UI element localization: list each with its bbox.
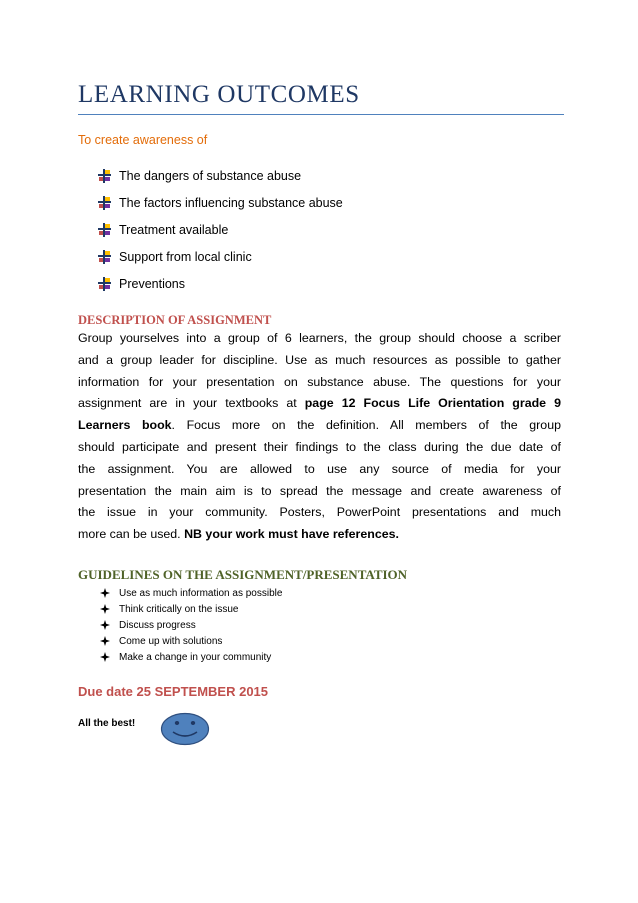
outcome-text: The factors influencing substance abuse bbox=[119, 195, 343, 210]
diamond-bullet-icon bbox=[100, 604, 110, 614]
guideline-text: Use as much information as possible bbox=[119, 587, 283, 599]
list-item bbox=[98, 243, 343, 270]
diamond-bullet-icon bbox=[100, 652, 110, 662]
page-title: LEARNING OUTCOMES bbox=[78, 80, 564, 115]
guidelines-list bbox=[100, 585, 282, 665]
paragraph-text: . Focus more on the definition. All members of the group bbox=[171, 418, 561, 433]
list-item bbox=[100, 617, 282, 633]
list-item bbox=[100, 649, 282, 665]
guideline-text: Make a change in your community bbox=[119, 651, 272, 663]
flag-bullet-icon bbox=[98, 223, 111, 237]
flag-bullet-icon bbox=[98, 169, 111, 183]
references-note: NB your work must have references. bbox=[184, 527, 399, 542]
smiley-icon bbox=[160, 712, 210, 746]
guideline-text: Discuss progress bbox=[119, 619, 196, 631]
outcome-text: Preventions bbox=[119, 276, 186, 291]
guideline-text: Come up with solutions bbox=[119, 635, 223, 647]
diamond-bullet-icon bbox=[100, 620, 110, 630]
paragraph-line: Group yourselves into a group of 6 learners, the group should choose a scriber bbox=[78, 331, 561, 345]
list-item bbox=[98, 189, 343, 216]
list-item bbox=[98, 162, 343, 189]
paragraph-line: information for your presentation on substance abuse. The questions for your bbox=[78, 374, 561, 389]
outcome-text: The dangers of substance abuse bbox=[119, 168, 302, 183]
list-item bbox=[98, 270, 343, 297]
textbook-reference-cont: Learners book bbox=[78, 418, 172, 433]
textbook-reference: page 12 Focus Life Orientation grade 9 bbox=[304, 396, 561, 411]
description-paragraph bbox=[78, 328, 561, 546]
description-heading: DESCRIPTION OF ASSIGNMENT bbox=[78, 313, 272, 327]
flag-bullet-icon bbox=[98, 250, 111, 264]
paragraph-line: should participate and present their findings to the class during the due date of bbox=[78, 439, 561, 454]
list-item bbox=[100, 601, 282, 617]
paragraph-text: assignment are in your textbooks at bbox=[78, 396, 297, 411]
outcome-text: Support from local clinic bbox=[119, 249, 252, 264]
due-date: Due date 25 SEPTEMBER 2015 bbox=[78, 684, 269, 699]
paragraph-line bbox=[78, 393, 561, 415]
list-item bbox=[98, 216, 343, 243]
paragraph-line bbox=[78, 415, 561, 437]
guideline-text: Think critically on the issue bbox=[119, 603, 239, 615]
outcomes-list bbox=[98, 162, 343, 297]
guidelines-heading: GUIDELINES ON THE ASSIGNMENT/PRESENTATION bbox=[78, 567, 408, 582]
closing-text: All the best! bbox=[78, 718, 136, 729]
list-item bbox=[100, 585, 282, 601]
paragraph-line: and a group leader for discipline. Use as much resources as possible to gather bbox=[78, 352, 561, 367]
outcome-text: Treatment available bbox=[119, 222, 229, 237]
flag-bullet-icon bbox=[98, 196, 111, 210]
paragraph-line bbox=[78, 524, 561, 546]
paragraph-line: the assignment. You are allowed to use any source of media for your bbox=[78, 461, 561, 476]
list-item bbox=[100, 633, 282, 649]
diamond-bullet-icon bbox=[100, 588, 110, 598]
paragraph-text: more can be used. bbox=[78, 527, 181, 542]
flag-bullet-icon bbox=[98, 277, 111, 291]
paragraph-line: presentation the main aim is to spread the message and create awareness of bbox=[78, 483, 561, 498]
outcomes-intro: To create awareness of bbox=[78, 133, 208, 147]
paragraph-line: the issue in your community. Posters, PowerPoint presentations and much bbox=[78, 505, 561, 520]
diamond-bullet-icon bbox=[100, 636, 110, 646]
